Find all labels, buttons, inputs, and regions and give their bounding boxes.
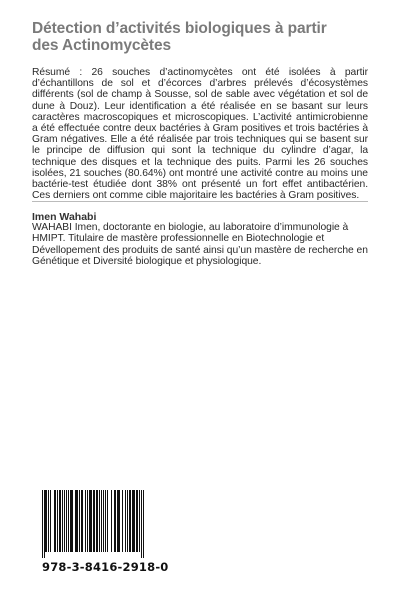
barcode-bar	[57, 490, 58, 552]
barcode-bar	[127, 490, 128, 552]
barcode-bar	[136, 490, 138, 552]
barcode-bar	[93, 490, 95, 552]
barcode-bar	[87, 490, 88, 552]
barcode-bar	[122, 490, 123, 552]
barcode-bar	[45, 490, 47, 552]
barcode-bar	[79, 490, 80, 552]
barcode-bar	[48, 490, 49, 552]
barcode-bar	[143, 490, 144, 558]
barcode-bar	[107, 490, 108, 552]
barcode-bar	[66, 490, 67, 552]
barcode-bar	[59, 490, 61, 552]
author-name: Imen Wahabi	[32, 211, 97, 223]
barcode-bar	[125, 490, 126, 552]
barcode-bar	[141, 490, 142, 558]
barcode-bar	[117, 490, 120, 552]
barcode-bar	[114, 490, 116, 552]
barcode-graphic	[40, 490, 148, 558]
barcode-bar	[44, 490, 45, 558]
barcode-bar	[42, 490, 43, 558]
abstract-text: Résumé : 26 souches d’actinomycètes ont été isolées à partir d’échantillons de sol et d’écorces d’arbres prélevés d’écosystèmes différents (sol de champ à Sousse, sol de sable avec végétation et sol de dune à Douz). Leur identification a été réalisée en se basant sur leurs caractères macroscopiques et microscopiques. L’activité antimicrobienne a été effectuée contre deux bactéries à Gram positives et trois bactéries à Gram négatives. Elle a été réalisée par trois techniques qui se basent sur le principe de diffusion qui sont la technique du cylindre d’agar, la technique des disques et la technique des puits. Parmi les 26 souches isolées, 21 souches (80.64%) ont montré une activité contre au moins une bactérie-test étudiée dont 38% ont présenté un fort effet antibactérien. Ces derniers ont comme cible majoritaire les bactéries à Gram positives.	[32, 67, 368, 202]
section-divider	[32, 201, 368, 202]
barcode-bar	[62, 490, 63, 552]
barcode-bar	[129, 490, 131, 552]
author-bio: WAHABI Imen, doctorante en biologie, au laboratoire d’immunologie à HMIPT. Titulaire de mastère professionnelle en Biotechnologie et Dévellopement des produits de santé ainsi qu’un mastère de recherche en Génétique et Diversité biologique et physiologique.	[32, 222, 368, 267]
barcode-bar	[64, 490, 65, 552]
isbn-number: 978-3-8416-2918-0	[42, 560, 169, 574]
barcode-bar	[105, 490, 106, 552]
barcode-bar	[50, 490, 51, 552]
barcode-bar	[103, 490, 104, 552]
barcode-bar	[81, 490, 83, 552]
barcode-bar	[89, 490, 92, 552]
barcode-bar	[111, 490, 112, 552]
barcode-bar	[101, 490, 102, 552]
barcode-bar	[132, 490, 135, 552]
barcode-bar	[75, 490, 78, 552]
barcode-bar	[139, 490, 140, 552]
barcode-bar	[54, 490, 56, 552]
book-title: Détection d’activités biologiques à partir des Actinomycètes	[32, 20, 327, 54]
barcode-bar	[99, 490, 100, 552]
barcode-bar	[68, 490, 69, 552]
barcode-bar	[70, 490, 73, 552]
barcode-bar	[96, 490, 98, 552]
barcode-bar	[85, 490, 86, 552]
